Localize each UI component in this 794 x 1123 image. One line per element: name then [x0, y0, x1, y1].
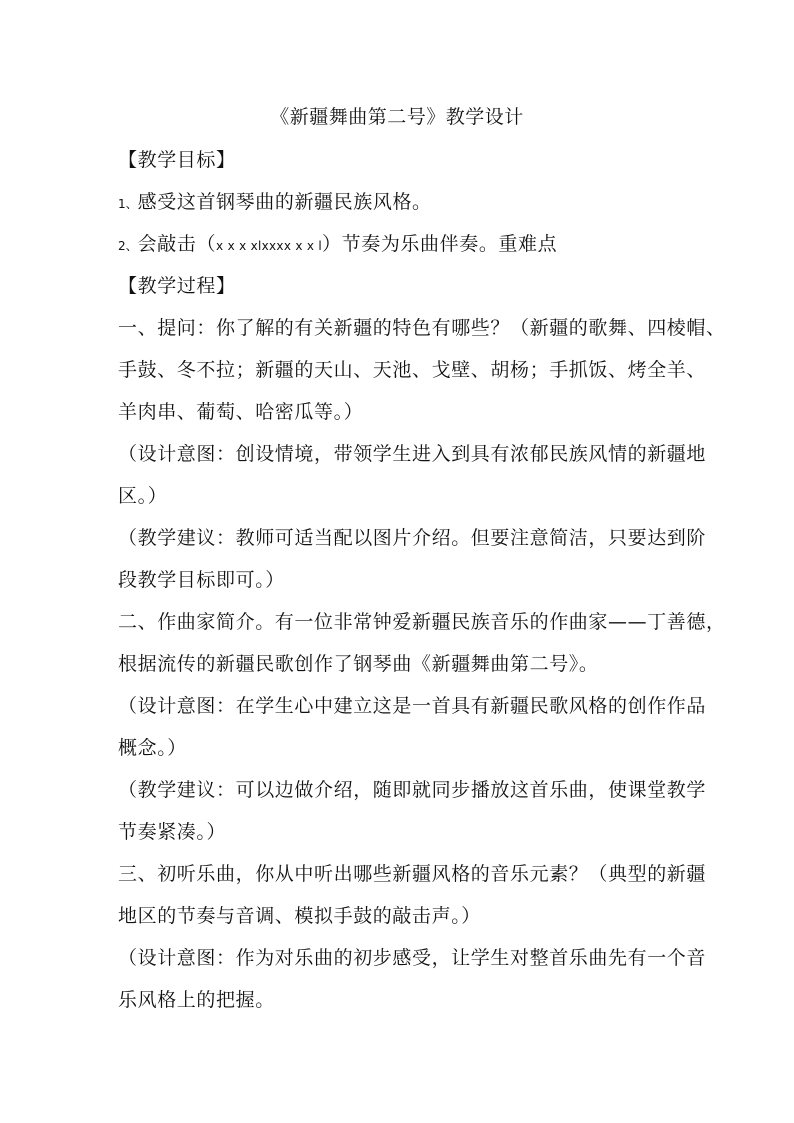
paragraph-line: 区。） [118, 485, 168, 507]
goal-text-2a: 会敲击（ [137, 233, 217, 255]
paragraph-line: 节奏紧凑。） [118, 821, 227, 843]
paragraph-line: 手鼓、冬不拉；新疆的天山、天池、戈壁、胡杨；手抓饭、烤全羊、 [118, 359, 707, 381]
goal-item-1 [118, 189, 698, 217]
paragraph-line: （教学建议：教师可适当配以图片介绍。但要注意简洁，只要达到阶 [118, 527, 707, 549]
process-heading: 【教学过程】 [118, 275, 236, 297]
goal-number-1: 1、 [118, 197, 138, 211]
paragraph-line: （教学建议：可以边做介绍，随即就同步播放这首乐曲，使课堂教学 [118, 779, 707, 801]
paragraph-line: 乐风格上的把握。 [118, 989, 275, 1011]
paragraph-line: 一、提问：你了解的有关新疆的特色有哪些？（新疆的歌舞、四棱帽、 [118, 317, 726, 339]
goal-text-2b: ）节奏为乐曲伴奏。重难点 [322, 233, 558, 255]
goal-text-1: 感受这首钢琴曲的新疆民族风格。 [137, 191, 432, 213]
paragraph-line: （设计意图：创设情境，带领学生进入到具有浓郁民族风情的新疆地 [118, 443, 707, 465]
goal-item-2 [118, 231, 698, 259]
goals-heading: 【教学目标】 [118, 149, 236, 171]
paragraph-line: 概念。） [118, 737, 187, 759]
paragraph-line: 地区的节奏与音调、模拟手鼓的敲击声。） [118, 905, 481, 927]
paragraph-line: （设计意图：在学生心中建立这是一首具有新疆民歌风格的创作作品 [118, 695, 707, 717]
paragraph-line: 段教学目标即可。） [118, 569, 285, 591]
paragraph-line: 根据流传的新疆民歌创作了钢琴曲《新疆舞曲第二号》。 [118, 653, 599, 675]
paragraph-line: （设计意图：作为对乐曲的初步感受，让学生对整首乐曲先有一个音 [118, 947, 707, 969]
document-title: 《新疆舞曲第二号》教学设计 [270, 106, 524, 128]
paragraph-line: 羊肉串、葡萄、哈密瓜等。） [118, 401, 364, 423]
paragraph-line: 三、初听乐曲，你从中听出哪些新疆风格的音乐元素？（典型的新疆 [118, 863, 707, 885]
rhythm-notation: x x x xlxxxx x x l [216, 239, 323, 253]
paragraph-line: 二、作曲家简介。有一位非常钟爱新疆民族音乐的作曲家——丁善德， [118, 611, 726, 633]
goal-number-2: 2、 [118, 239, 138, 253]
